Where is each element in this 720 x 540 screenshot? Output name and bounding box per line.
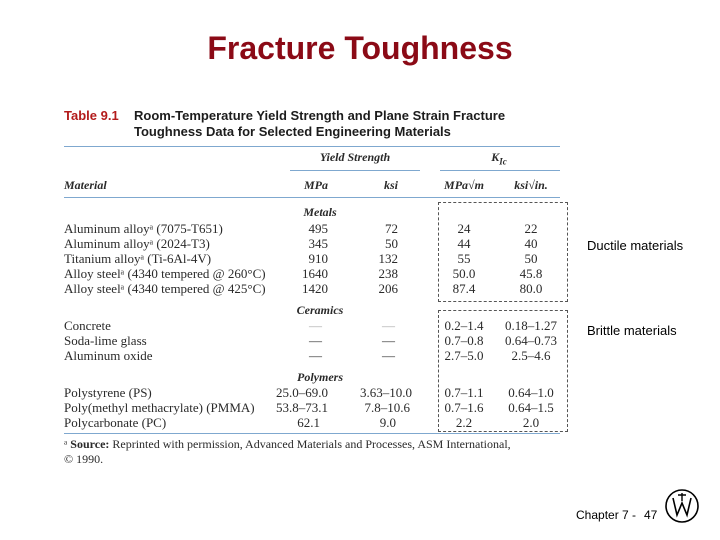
k1c-mpa: 2.7–5.0 [444,348,484,363]
table-number: Table 9.1 [64,108,119,123]
k1c-mpa: 2.2 [455,415,473,430]
table-bottom-rule [64,433,560,434]
k1c-ksi: 0.64–1.0 [508,385,554,400]
yield-ksi: 238 [378,266,398,281]
table-title-line1: Room-Temperature Yield Strength and Plane Strain Fracture [134,108,506,123]
material-column-header: Material [64,178,107,192]
section-heading-ceramics: Ceramics [296,303,344,317]
yield-mpa: 53.8–73.1 [276,400,328,415]
wiley-logo-icon [664,488,700,524]
k1c-ksi: 0.18–1.27 [505,318,557,333]
footnote-text: Reprinted with permission, Advanced Materials and Processes, ASM International, [112,437,511,451]
yield-ksi: 3.63–10.0 [360,385,412,400]
material-name: Titanium alloyᵃ (Ti-6Al-4V) [64,251,212,266]
k1c-ksi: 2.5–4.6 [511,348,551,363]
material-name: Concrete [64,318,111,333]
material-name: Aluminum oxide [64,348,153,363]
k1c-subscript: Ic [499,156,507,167]
table-footnote [64,437,511,452]
yield-mpa: — [309,348,322,363]
mpa-sqrt-m-column-header: MPa√m [444,178,484,192]
header-bottom-rule [64,197,560,198]
k1c-header [440,150,558,169]
k1c-ksi: 2.0 [522,415,540,430]
k1c-ksi: 45.8 [519,266,543,281]
yield-ksi: — [382,318,395,333]
yield-ksi: — [382,348,395,363]
material-name: Alloy steelᵃ (4340 tempered @ 425°C) [64,281,266,296]
page-number: 47 [644,508,658,522]
k1c-mpa: 50.0 [452,266,476,281]
yield-mpa: 62.1 [297,415,320,430]
k1c-mpa: 0.7–1.6 [444,400,484,415]
yield-mpa: 25.0–69.0 [276,385,328,400]
yield-ksi: 72 [385,221,398,236]
k1c-ksi: 22 [524,221,538,236]
yield-mpa: 1420 [302,281,328,296]
k1c-mpa: 0.2–1.4 [444,318,484,333]
yield-ksi: — [382,333,395,348]
k1c-span-rule [440,170,560,171]
ductile-highlight-box [438,202,568,302]
k1c-ksi: 50 [524,251,538,266]
yield-ksi: 9.0 [379,415,396,430]
k1c-mpa: 44 [457,236,471,251]
slide-title: Fracture Toughness [207,30,513,66]
footnote-mark: ᵃ [64,437,68,451]
footnote-source-label: Source: [70,437,110,451]
table-title-line2: Toughness Data for Selected Engineering Materials [134,124,451,139]
yield-ksi: 7.8–10.6 [364,400,410,415]
ksi-sqrt-in-column-header: ksi√in. [514,178,548,192]
material-name: Soda-lime glass [64,333,147,348]
table-title [134,108,564,140]
yield-mpa: 1640 [302,266,328,281]
section-heading-metals: Metals [303,205,337,219]
k1c-ksi: 40 [524,236,538,251]
ksi-column-header: ksi [383,178,398,192]
material-name: Polycarbonate (PC) [64,415,167,430]
yield-ksi: 132 [378,251,398,266]
k1c-mpa: 55 [457,251,471,266]
yield-ksi: 50 [385,236,398,251]
section-heading-polymers: Polymers [297,370,343,384]
k1c-ksi: 0.64–1.5 [508,400,554,415]
material-name: Polystyrene (PS) [64,385,152,400]
footnote-line2: © 1990. [64,452,104,466]
material-name: Aluminum alloyᵃ (7075-T651) [64,221,223,236]
ductile-materials-label: Ductile materials [587,238,684,253]
yield-span-rule [290,170,420,171]
yield-mpa: — [309,318,322,333]
table-top-rule [64,146,560,147]
brittle-highlight-box [438,310,568,432]
yield-strength-header: Yield Strength [319,150,391,164]
material-name: Aluminum alloyᵃ (2024-T3) [64,236,210,251]
mpa-column-header: MPa [304,178,328,192]
yield-mpa: 345 [308,236,328,251]
k1c-mpa: 24 [457,221,471,236]
material-name: Alloy steelᵃ (4340 tempered @ 260°C) [64,266,266,281]
brittle-materials-label: Brittle materials [587,323,677,338]
material-name: Poly(methyl methacrylate) (PMMA) [64,400,255,415]
chapter-label: Chapter 7 - [576,508,637,522]
k1c-mpa: 87.4 [452,281,476,296]
yield-mpa: 910 [308,251,328,266]
k1c-symbol: K [491,150,500,164]
k1c-mpa: 0.7–1.1 [444,385,484,400]
k1c-mpa: 0.7–0.8 [444,333,484,348]
yield-mpa: 495 [308,221,328,236]
yield-ksi: 206 [378,281,398,296]
k1c-ksi: 80.0 [519,281,543,296]
k1c-ksi: 0.64–0.73 [505,333,557,348]
yield-mpa: — [309,333,322,348]
